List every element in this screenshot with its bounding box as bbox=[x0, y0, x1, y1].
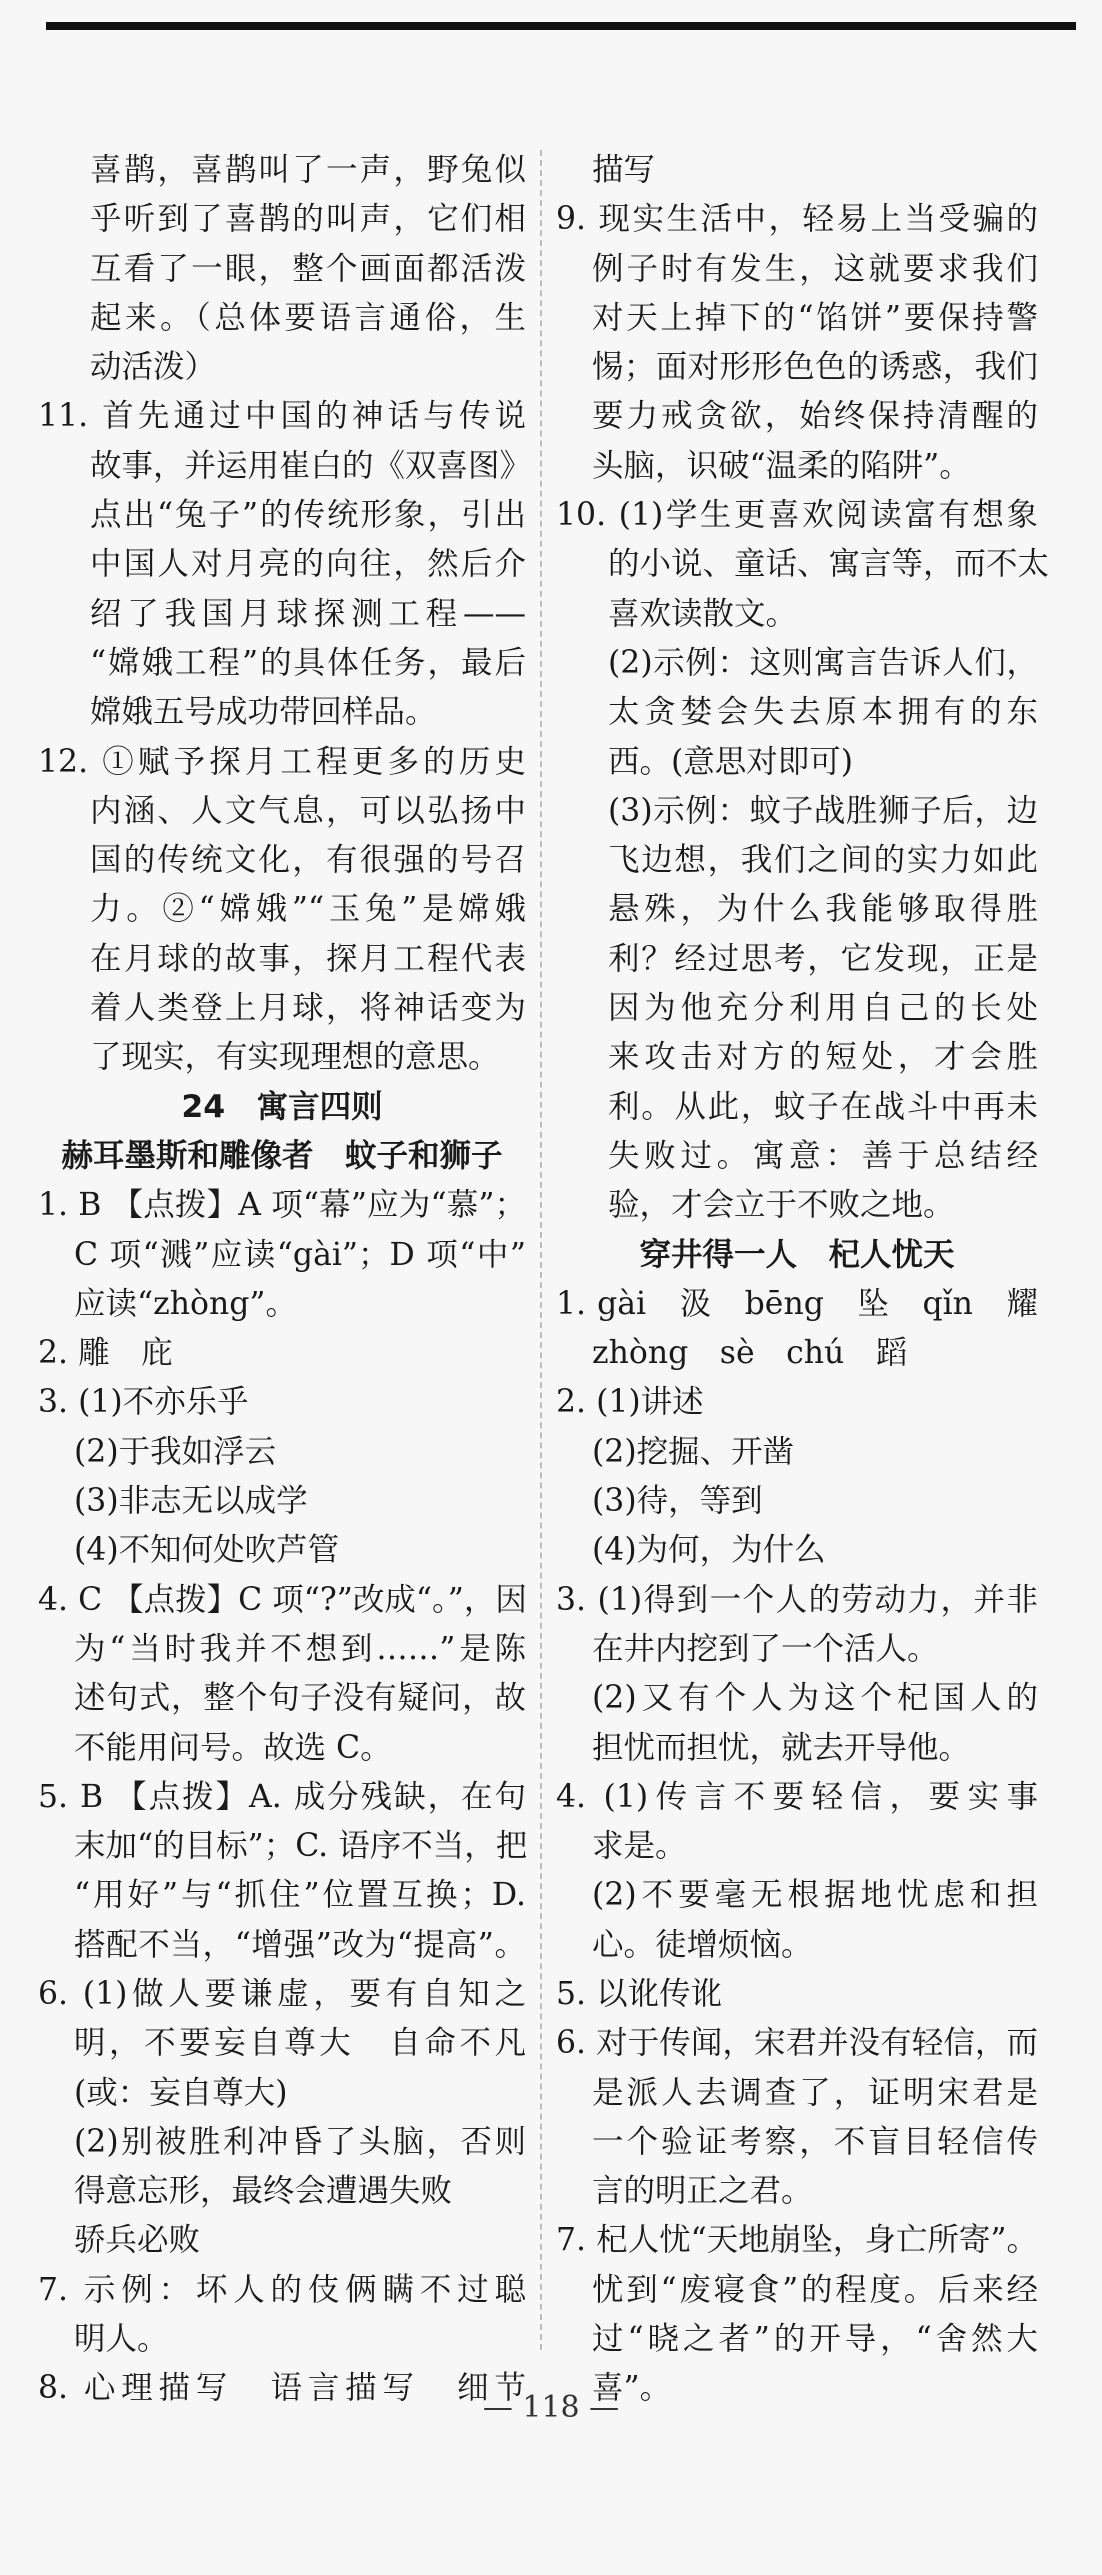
right-text-line: 飞边想，我们之间的实力如此 bbox=[608, 842, 1038, 879]
left-text-line: 内涵、人文气息，可以弘扬中 bbox=[90, 792, 526, 829]
left-text-line: 不能用问号。故选 C。 bbox=[74, 1729, 392, 1766]
left-text-line: 述句式，整个句子没有疑问，故 bbox=[74, 1680, 526, 1717]
right-text-line: 7. 杞人忧“天地崩坠，身亡所寄”。 bbox=[556, 2222, 1038, 2259]
right-text-line: 太贪婪会失去原本拥有的东 bbox=[608, 694, 1038, 731]
left-text-line: (4)不知何处吹芦管 bbox=[74, 1532, 340, 1569]
right-text-line: 对天上掉下的“馅饼”要保持警 bbox=[592, 299, 1038, 336]
right-text-line: 一个验证考察，不盲目轻信传 bbox=[592, 2123, 1038, 2160]
right-text-line: 喜”。 bbox=[592, 2370, 672, 2407]
right-text-line: (2)挖掘、开凿 bbox=[592, 1433, 795, 1470]
left-text-line: 得意忘形，最终会遭遇失败 bbox=[74, 2173, 453, 2210]
left-text-line: 明人。 bbox=[74, 2321, 169, 2358]
left-text-line: 明，不要妄自尊大 自命不凡 bbox=[74, 2025, 526, 2062]
left-text-line: (2)别被胜利冲昏了头脑，否则 bbox=[74, 2123, 526, 2160]
right-text-line: 的小说、童话、寓言等，而不太 bbox=[608, 546, 1050, 583]
left-text-line: 5. B 【点拨】A. 成分残缺，在句 bbox=[38, 1778, 526, 1815]
right-text-line: 要力戒贪欲，始终保持清醒的 bbox=[592, 398, 1038, 435]
left-text-line: C 项“溅”应读“gài”；D 项“中” bbox=[74, 1236, 526, 1273]
right-text-line: 担忧而担忧，就去开导他。 bbox=[592, 1729, 971, 1766]
right-text-line: 例子时有发生，这就要求我们 bbox=[592, 250, 1038, 287]
left-text-line: 末加“的目标”；C. 语序不当，把 bbox=[74, 1828, 528, 1865]
right-text-line: (3)示例：蚊子战胜狮子后，边 bbox=[608, 792, 1038, 829]
left-text-line: 喜鹊，喜鹊叫了一声，野兔似 bbox=[90, 152, 526, 188]
left-text-line: 11. 首先通过中国的神话与传说 bbox=[38, 398, 526, 435]
right-text-line: 6. 对于传闻，宋君并没有轻信，而 bbox=[556, 2025, 1038, 2062]
right-text-line: 过“晓之者”的开导，“舍然大 bbox=[592, 2321, 1038, 2358]
left-text-line: 4. C 【点拨】C 项“?”改成“。”，因 bbox=[38, 1581, 527, 1618]
right-text-line: zhòng sè chú 蹈 bbox=[592, 1335, 908, 1372]
right-text-line: 5. 以讹传讹 bbox=[556, 1975, 723, 2012]
left-text-line: 着人类登上月球，将神话变为 bbox=[90, 990, 526, 1027]
left-text-line: 互看了一眼，整个画面都活泼 bbox=[90, 250, 526, 287]
left-text-line: 12. ①赋予探月工程更多的历史 bbox=[38, 743, 526, 780]
right-text-line: 头脑，识破“温柔的陷阱”。 bbox=[592, 447, 971, 484]
left-text-line: 8. 心理描写 语言描写 细节 bbox=[38, 2370, 526, 2407]
right-text-line: 在井内挖到了一个活人。 bbox=[592, 1630, 939, 1667]
right-text-line: 言的明正之君。 bbox=[592, 2173, 813, 2210]
right-text-line: (2)示例：这则寓言告诉人们， bbox=[608, 644, 1038, 681]
left-text-line: “嫦娥工程”的具体任务，最后 bbox=[90, 644, 526, 681]
right-text-line: 4. (1)传言不要轻信，要实事 bbox=[556, 1778, 1038, 1815]
left-text-line: 起来。（总体要语言通俗，生 bbox=[90, 299, 526, 336]
right-text-line: 1. gài 汲 bēng 坠 qǐn 耀 bbox=[556, 1285, 1038, 1322]
left-text-line: 在月球的故事，探月工程代表 bbox=[90, 940, 526, 977]
left-text-line: 3. (1)不亦乐乎 bbox=[38, 1384, 249, 1421]
right-text-line: 利？经过思考，它发现，正是 bbox=[608, 940, 1038, 977]
right-text-line: 心。徒增烦恼。 bbox=[592, 1926, 813, 1963]
page-number: — 118 — bbox=[482, 2390, 620, 2425]
left-text-line: 骄兵必败 bbox=[74, 2222, 201, 2259]
left-text-line: 中国人对月亮的向往，然后介 bbox=[90, 546, 526, 583]
right-column bbox=[556, 146, 1050, 2414]
left-text-line: 乎听到了喜鹊的叫声，它们相 bbox=[90, 201, 526, 238]
left-text-line: 7. 示例：坏人的伎俩瞒不过聪 bbox=[38, 2271, 526, 2308]
right-text-line: 3. (1)得到一个人的劳动力，并非 bbox=[556, 1581, 1038, 1618]
right-text-line: (3)待，等到 bbox=[592, 1483, 763, 1520]
left-text-line: 故事，并运用崔白的《双喜图》 bbox=[90, 447, 532, 484]
right-text-line: 10. (1)学生更喜欢阅读富有想象 bbox=[556, 497, 1038, 534]
right-text-line: 9. 现实生活中，轻易上当受骗的 bbox=[556, 201, 1038, 238]
column-divider bbox=[540, 150, 542, 2350]
left-text-line: 嫦娥五号成功带回样品。 bbox=[90, 694, 437, 731]
right-text-line: 描写 bbox=[592, 152, 656, 188]
left-text-line: (2)于我如浮云 bbox=[74, 1433, 277, 1470]
right-text-line: 求是。 bbox=[592, 1828, 687, 1865]
left-column bbox=[38, 146, 532, 2414]
left-section-heading: 24 寓言四则 bbox=[181, 1088, 383, 1125]
left-text-line: 动活泼） bbox=[90, 349, 217, 386]
right-text-line: 西。(意思对即可) bbox=[608, 743, 854, 780]
left-text-line: 应读“zhòng”。 bbox=[74, 1285, 298, 1322]
top-rule bbox=[46, 22, 1076, 30]
left-text-line: 6. (1)做人要谦虚，要有自知之 bbox=[38, 1975, 526, 2012]
right-text-line: 因为他充分利用自己的长处 bbox=[608, 990, 1038, 1027]
left-text-line: 点出“兔子”的传统形象，引出 bbox=[90, 497, 526, 534]
right-text-line: 忧到“废寝食”的程度。后来经 bbox=[592, 2271, 1038, 2308]
right-text-line: (2)又有个人为这个杞国人的 bbox=[592, 1680, 1038, 1717]
left-text-line: 为“当时我并不想到……”是陈 bbox=[74, 1630, 526, 1667]
left-text-line: 2. 雕 庇 bbox=[38, 1335, 173, 1372]
left-text-line: 1. B 【点拨】A 项“幕”应为“慕”； bbox=[38, 1187, 526, 1224]
left-text-line: 绍了我国月球探测工程—— bbox=[90, 595, 526, 632]
right-text-line: 利。从此，蚊子在战斗中再未 bbox=[608, 1088, 1038, 1125]
right-text-line: (2)不要毫无根据地忧虑和担 bbox=[592, 1877, 1038, 1914]
left-section-heading: 赫耳墨斯和雕像者 蚊子和狮子 bbox=[61, 1137, 503, 1174]
right-text-line: (4)为何，为什么 bbox=[592, 1532, 826, 1569]
left-text-line: 搭配不当，“增强”改为“提高”。 bbox=[74, 1926, 526, 1963]
right-section-heading: 穿井得一人 杞人忧天 bbox=[639, 1236, 955, 1273]
left-text-line: 力。②“嫦娥”“玉兔”是嫦娥 bbox=[90, 891, 526, 928]
left-text-line: 国的传统文化，有很强的号召 bbox=[90, 842, 526, 879]
left-text-line: (3)非志无以成学 bbox=[74, 1483, 308, 1520]
right-text-line: 失败过。寓意：善于总结经 bbox=[608, 1137, 1038, 1174]
right-text-line: 验，才会立于不败之地。 bbox=[608, 1187, 955, 1224]
right-text-line: 惕；面对形形色色的诱惑，我们 bbox=[592, 349, 1038, 386]
left-text-line: “用好”与“抓住”位置互换；D. bbox=[74, 1877, 526, 1914]
right-text-line: 是派人去调查了，证明宋君是 bbox=[592, 2074, 1038, 2111]
right-text-line: 2. (1)讲述 bbox=[556, 1384, 704, 1421]
left-text-line: (或：妄自尊大) bbox=[74, 2074, 288, 2111]
right-text-line: 悬殊，为什么我能够取得胜 bbox=[608, 891, 1038, 928]
right-text-line: 喜欢读散文。 bbox=[608, 595, 798, 632]
left-text-line: 了现实，有实现理想的意思。 bbox=[90, 1039, 500, 1076]
right-text-line: 来攻击对方的短处，才会胜 bbox=[608, 1039, 1038, 1076]
